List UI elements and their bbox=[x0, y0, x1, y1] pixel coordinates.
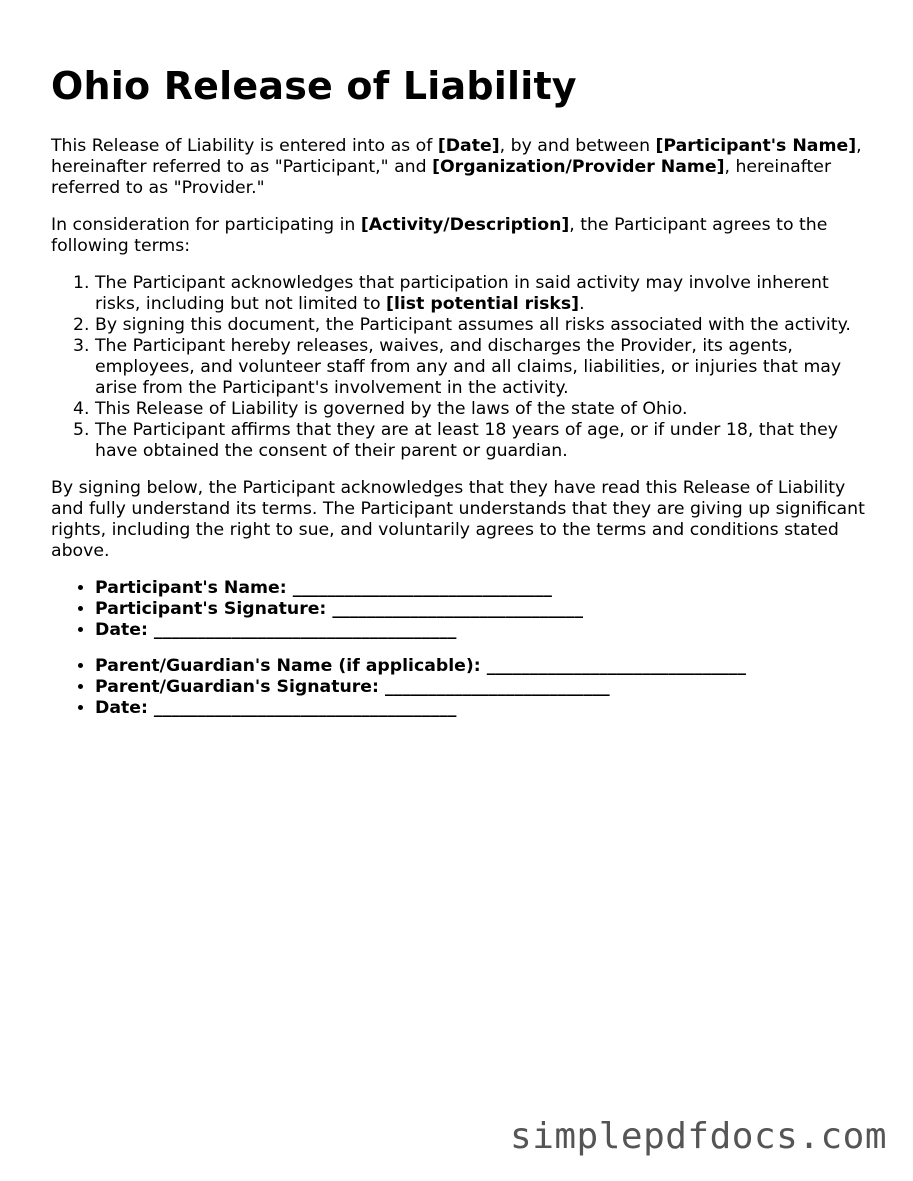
field-label: Participant's Signature: bbox=[95, 599, 333, 619]
term-item-1 bbox=[95, 273, 871, 315]
intro-text-4: , hereinafter referred to as "Provider." bbox=[51, 157, 832, 198]
document-title: Ohio Release of Liability bbox=[51, 64, 577, 108]
intro-text-1: This Release of Liability is entered into as of bbox=[51, 136, 438, 156]
term-item-4: 4. This Release of Liability is governed by the laws of the state of Ohio. bbox=[95, 399, 871, 420]
field-blank-line[interactable]: ___________________________________ bbox=[153, 620, 457, 640]
term-item-2: 2. By signing this document, the Participant assumes all risks associated with the activity. bbox=[95, 315, 871, 336]
document-page bbox=[51, 60, 871, 734]
date-placeholder: [Date] bbox=[437, 136, 500, 156]
term-1-text-b: . bbox=[579, 294, 585, 314]
terms-list bbox=[51, 273, 871, 462]
consideration-text-1: In consideration for participating in bbox=[51, 215, 361, 235]
term-item-5: 5. The Participant affirms that they are at least 18 years of age, or if under 18, that they have obtained the consent of their parent or guardian. bbox=[95, 420, 871, 462]
participant-signature-list bbox=[51, 578, 871, 641]
guardian-signature-field[interactable] bbox=[95, 677, 871, 698]
term-1-text-a: The Participant acknowledges that participation in said activity may involve inherent risks, including but not limited to bbox=[95, 273, 829, 314]
field-blank-line[interactable]: __________________________ bbox=[384, 677, 610, 697]
field-blank-line[interactable]: ___________________________________ bbox=[153, 698, 457, 718]
field-label: Date: bbox=[95, 698, 154, 718]
field-blank-line[interactable]: ______________________________ bbox=[292, 578, 552, 598]
guardian-signature-list bbox=[51, 656, 871, 719]
consideration-text-2: , the Participant agrees to the following terms: bbox=[51, 215, 828, 256]
field-label: Parent/Guardian's Name (if applicable): bbox=[95, 656, 487, 676]
guardian-date-field[interactable] bbox=[95, 698, 871, 719]
participant-name-placeholder: [Participant's Name] bbox=[655, 136, 857, 156]
term-item-3: 3. The Participant hereby releases, waives, and discharges the Provider, its agents, employees, and volunteer staff from any and all claims, liabilities, or injuries that may arise from the Participant's involvement in the activity. bbox=[95, 336, 871, 399]
participant-signature-field[interactable] bbox=[95, 599, 871, 620]
guardian-name-field[interactable] bbox=[95, 656, 871, 677]
field-label: Date: bbox=[95, 620, 154, 640]
activity-placeholder: [Activity/Description] bbox=[360, 215, 570, 235]
risks-placeholder: [list potential risks] bbox=[386, 294, 580, 314]
field-blank-line[interactable]: _____________________________ bbox=[332, 599, 583, 619]
participant-date-field[interactable] bbox=[95, 620, 871, 641]
acknowledgment-paragraph: By signing below, the Participant acknowledges that they have read this Release of Liability and fully understand its terms. The Participant understands that they are giving up significant rights, including the right to sue, and voluntarily agrees to the terms and conditions stated above. bbox=[51, 478, 865, 561]
field-label: Parent/Guardian's Signature: bbox=[95, 677, 385, 697]
field-blank-line[interactable]: ______________________________ bbox=[486, 656, 746, 676]
participant-name-field[interactable] bbox=[95, 578, 871, 599]
intro-text-3: , hereinafter referred to as "Participant," and bbox=[51, 136, 862, 177]
intro-text-2: , by and between bbox=[499, 136, 656, 156]
field-label: Participant's Name: bbox=[95, 578, 293, 598]
intro-paragraph bbox=[51, 136, 871, 199]
watermark-text: simplepdfdocs.com bbox=[510, 1116, 887, 1157]
provider-name-placeholder: [Organization/Provider Name] bbox=[432, 157, 725, 177]
consideration-paragraph bbox=[51, 215, 871, 257]
